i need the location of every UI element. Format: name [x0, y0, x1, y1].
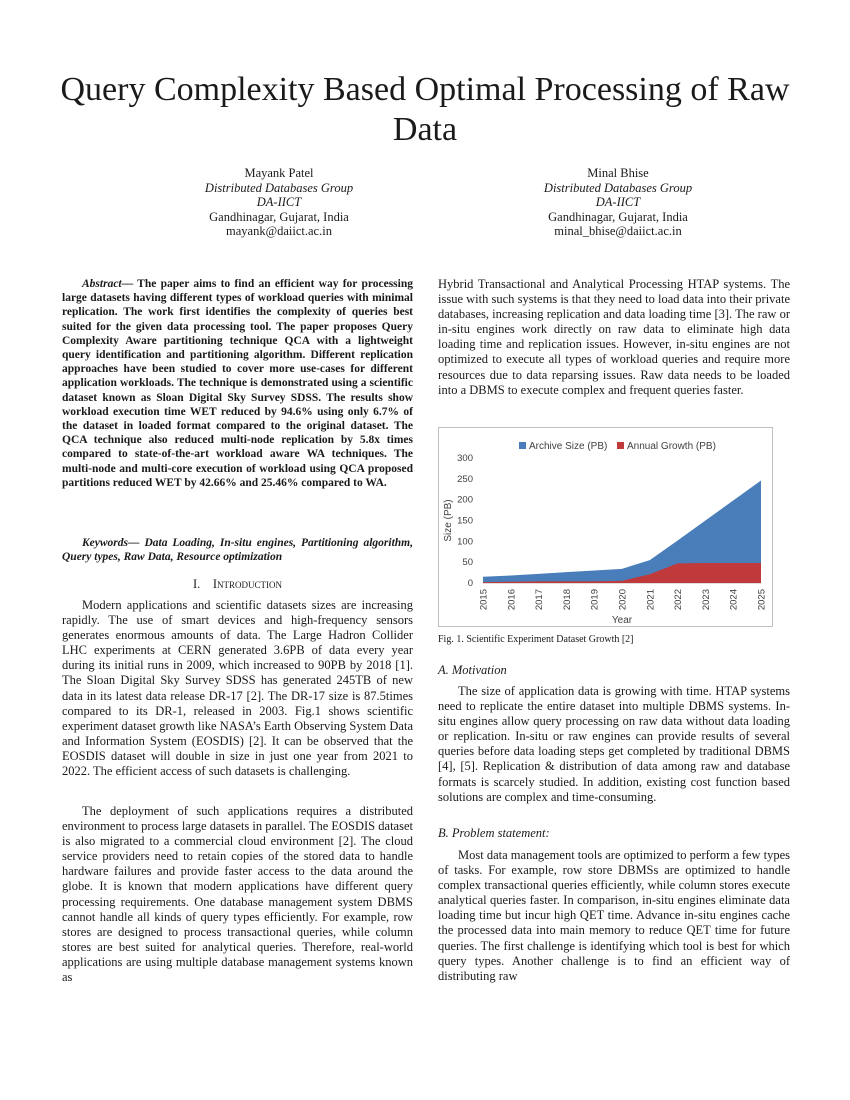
- abstract-text: The paper aims to find an efficient way for processing large datasets having different types of workload queries with minimal replication. The work first identifies the complexity of queries best suited for the given data processing tool. The paper proposes Query Complexity Aware partitioning technique QCA with a lightweight query identification and partitioning algorithm. Different replication approaches have been studied to cover more use-cases for different application workloads. The technique is demonstrated using a scientific dataset known as Sloan Digital Sky Survey SDSS. The results show workload execution time WET reduced by 94.6% using only 6.7% of the dataset in loaded format compared to the original dataset. The QCA technique also reduced multi-node replication by 5.8x times compared to state-of-the-art workload aware WA techniques. The multi-node and multi-core execution of workload using QCA proposed partitions reduced WET by 42.66% and 25.46% compared to WA.: [62, 278, 413, 489]
- author-dept: DA-IICT: [256, 195, 302, 209]
- abstract-label: Abstract: [82, 278, 122, 290]
- section-heading-introduction: [62, 577, 413, 592]
- author-block-2: [468, 166, 768, 239]
- x-tick-label: 2015: [478, 589, 490, 611]
- author-name: Mayank Patel: [244, 166, 314, 180]
- y-tick-label: 150: [457, 515, 473, 527]
- x-tick-label: 2024: [728, 589, 740, 611]
- author-location: Gandhinagar, Gujarat, India: [548, 209, 688, 224]
- keywords: Keywords— Data Loading, In-situ engines, Partitioning algorithm, Query types, Raw Data, Resource optimization: [62, 537, 413, 564]
- section-number: I.: [193, 577, 201, 591]
- problem-paragraph: Most data management tools are optimized to perform a few types of tasks. For example, row store DBMSs are optimized to handle complex transactional queries efficiently, while column stores execute analytical queries faster. In comparison, in-situ engines eliminate data loading time but incur high QET time. Advance in-situ engines cache the processed data into main memory to reduce QET time for future queries. The first challenge is identifying which tool is best for which query types. Another challenge is to find an efficient way of distributing raw: [438, 848, 790, 983]
- x-tick-label: 2023: [700, 589, 712, 611]
- x-tick-label: 2019: [589, 589, 601, 611]
- intro-paragraph-2: The deployment of such applications requires a distributed environment to process large datasets in parallel. The EOSDIS dataset is also migrated to a commercial cloud environment [2]. The cloud service providers need to retain copies of the stored data to handle hardware failures and provide faster access to the data around the globe. It is known that modern applications have different query processing requirements. One database management system DBMS cannot handle all kinds of query types efficiently. For example, row stores are designed to process transactional queries, while column stores are best suited for analytical queries. Therefore, real-world applications are using multiple database management systems known as: [62, 804, 413, 985]
- x-tick-label: 2021: [645, 589, 657, 611]
- subsection-heading-problem: B. Problem statement:: [438, 826, 550, 840]
- y-tick-label: 300: [457, 453, 473, 464]
- motivation-paragraph: The size of application data is growing with time. HTAP systems need to replicate the entire dataset into multiple DBMS systems. In-situ engines allow query processing on raw data without data loading or replication. In-situ or raw engines can provide results of several queries before data loading steps get completed by traditional DBMS [4], [5]. Replication & distribution of data among raw and database formats is scarcely studied. In addition, existing cost function based solutions are complex and time-consuming.: [438, 684, 790, 804]
- y-tick-label: 50: [462, 557, 473, 569]
- author-group: Distributed Databases Group: [204, 180, 354, 195]
- author-group: Distributed Databases Group: [543, 180, 693, 195]
- x-tick-label: 2018: [561, 589, 573, 611]
- x-axis-title: Year: [611, 615, 633, 626]
- x-tick-label: 2022: [673, 589, 685, 611]
- paper-title: Query Complexity Based Optimal Processing of Raw Data: [60, 71, 790, 148]
- legend-swatch: [519, 442, 526, 449]
- y-tick-label: 250: [457, 473, 473, 485]
- legend-label: Annual Growth (PB): [627, 441, 716, 452]
- growth-chart: [439, 428, 772, 626]
- intro-paragraph-1: Modern applications and scientific datasets sizes are increasing rapidly. The use of smart devices and high-frequency sensors generates enormous amounts of data. The Large Hadron Collider LHC experiments at CERN generated 3.6PB of data every year during its initial runs in 2009, which increased to 90PB by 2018 [1]. The Sloan Digital Sky Survey SDSS has generated 245TB of new data in its latest data release DR-17 [2]. The DR-17 size is 87.5times compared to its DR-1, released in 2003. Fig.1 shows scientific experiment dataset growth like NASA’s Earth Observing System Data and Information System (EOSDIS) [2]. It can be observed that the EOSDIS dataset will double in size in just one year from 2021 to 2022. The efficient access of such datasets is challenging.: [62, 598, 413, 779]
- author-email[interactable]: mayank@daiict.ac.in: [226, 224, 332, 238]
- subsection-heading-motivation: A. Motivation: [438, 663, 507, 677]
- y-tick-label: 100: [457, 536, 473, 548]
- y-axis-title: Size (PB): [443, 499, 454, 542]
- y-tick-label: 0: [467, 578, 473, 589]
- author-dept: DA-IICT: [595, 195, 641, 209]
- author-email[interactable]: minal_bhise@daiict.ac.in: [554, 224, 682, 238]
- legend-label: Archive Size (PB): [529, 441, 608, 452]
- abstract: [62, 277, 413, 490]
- legend-swatch: [617, 442, 624, 449]
- section-title: Introduction: [212, 577, 282, 591]
- abstract-dash: —: [121, 278, 134, 290]
- y-tick-label: 200: [457, 494, 473, 506]
- figure-1: [438, 427, 773, 627]
- x-tick-label: 2020: [617, 589, 629, 611]
- x-tick-label: 2016: [506, 589, 518, 611]
- author-block-1: [129, 166, 429, 239]
- author-name: Minal Bhise: [587, 166, 649, 180]
- x-tick-label: 2025: [756, 589, 768, 611]
- author-location: Gandhinagar, Gujarat, India: [209, 209, 349, 224]
- right-paragraph-1: Hybrid Transactional and Analytical Processing HTAP systems. The issue with such systems is that they need to load data into their private databases, increasing replication and data loading time [3]. The raw or in-situ engines work directly on raw data to eliminate high data loading time and replication issues. However, in-situ engines are not optimized to execute all types of workload queries and require more resources due to data reparsing issues. Raw data needs to be loaded into a DBMS to execute complex and frequent queries faster.: [438, 277, 790, 397]
- x-tick-label: 2017: [534, 589, 546, 611]
- figure-caption: Fig. 1. Scientific Experiment Dataset Growth [2]: [438, 634, 634, 645]
